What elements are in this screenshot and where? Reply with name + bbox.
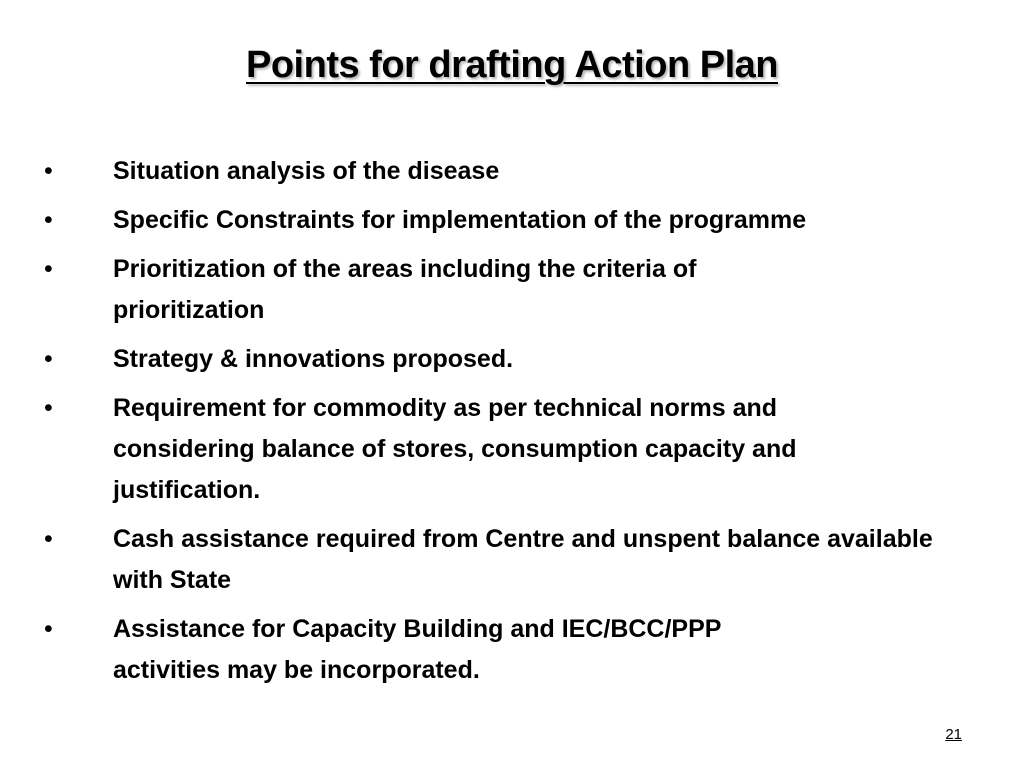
bullet-icon: • — [44, 615, 53, 643]
list-item — [0, 339, 1024, 380]
list-item — [0, 200, 1024, 241]
slide-title: Points for drafting Action Plan — [246, 44, 778, 86]
bullet-icon: • — [44, 345, 53, 373]
bullet-icon: • — [44, 394, 53, 422]
bullet-icon: • — [44, 525, 53, 553]
list-item — [0, 249, 1024, 331]
bullet-icon: • — [44, 255, 53, 283]
bullet-text: Assistance for Capacity Building and IEC/BCC/PPP activities may be incorporated. — [113, 615, 722, 684]
list-item — [0, 151, 1024, 192]
list-item — [0, 388, 1024, 511]
bullet-text: Cash assistance required from Centre and unspent balance available with State — [113, 525, 933, 594]
bullet-icon: • — [44, 157, 53, 185]
bullet-icon: • — [44, 206, 53, 234]
bullet-text: Specific Constraints for implementation of the programme — [113, 206, 807, 234]
bullet-text: Prioritization of the areas including the criteria of prioritization — [113, 255, 697, 324]
bullet-text: Requirement for commodity as per technical norms and considering balance of stores, consumption capacity and justification. — [113, 394, 797, 504]
bullet-text: Situation analysis of the disease — [113, 157, 500, 185]
bullet-text: Strategy & innovations proposed. — [113, 345, 514, 373]
page-number: 21 — [945, 726, 962, 743]
bullet-list — [0, 151, 1024, 699]
list-item — [0, 609, 1024, 691]
list-item — [0, 519, 1024, 601]
